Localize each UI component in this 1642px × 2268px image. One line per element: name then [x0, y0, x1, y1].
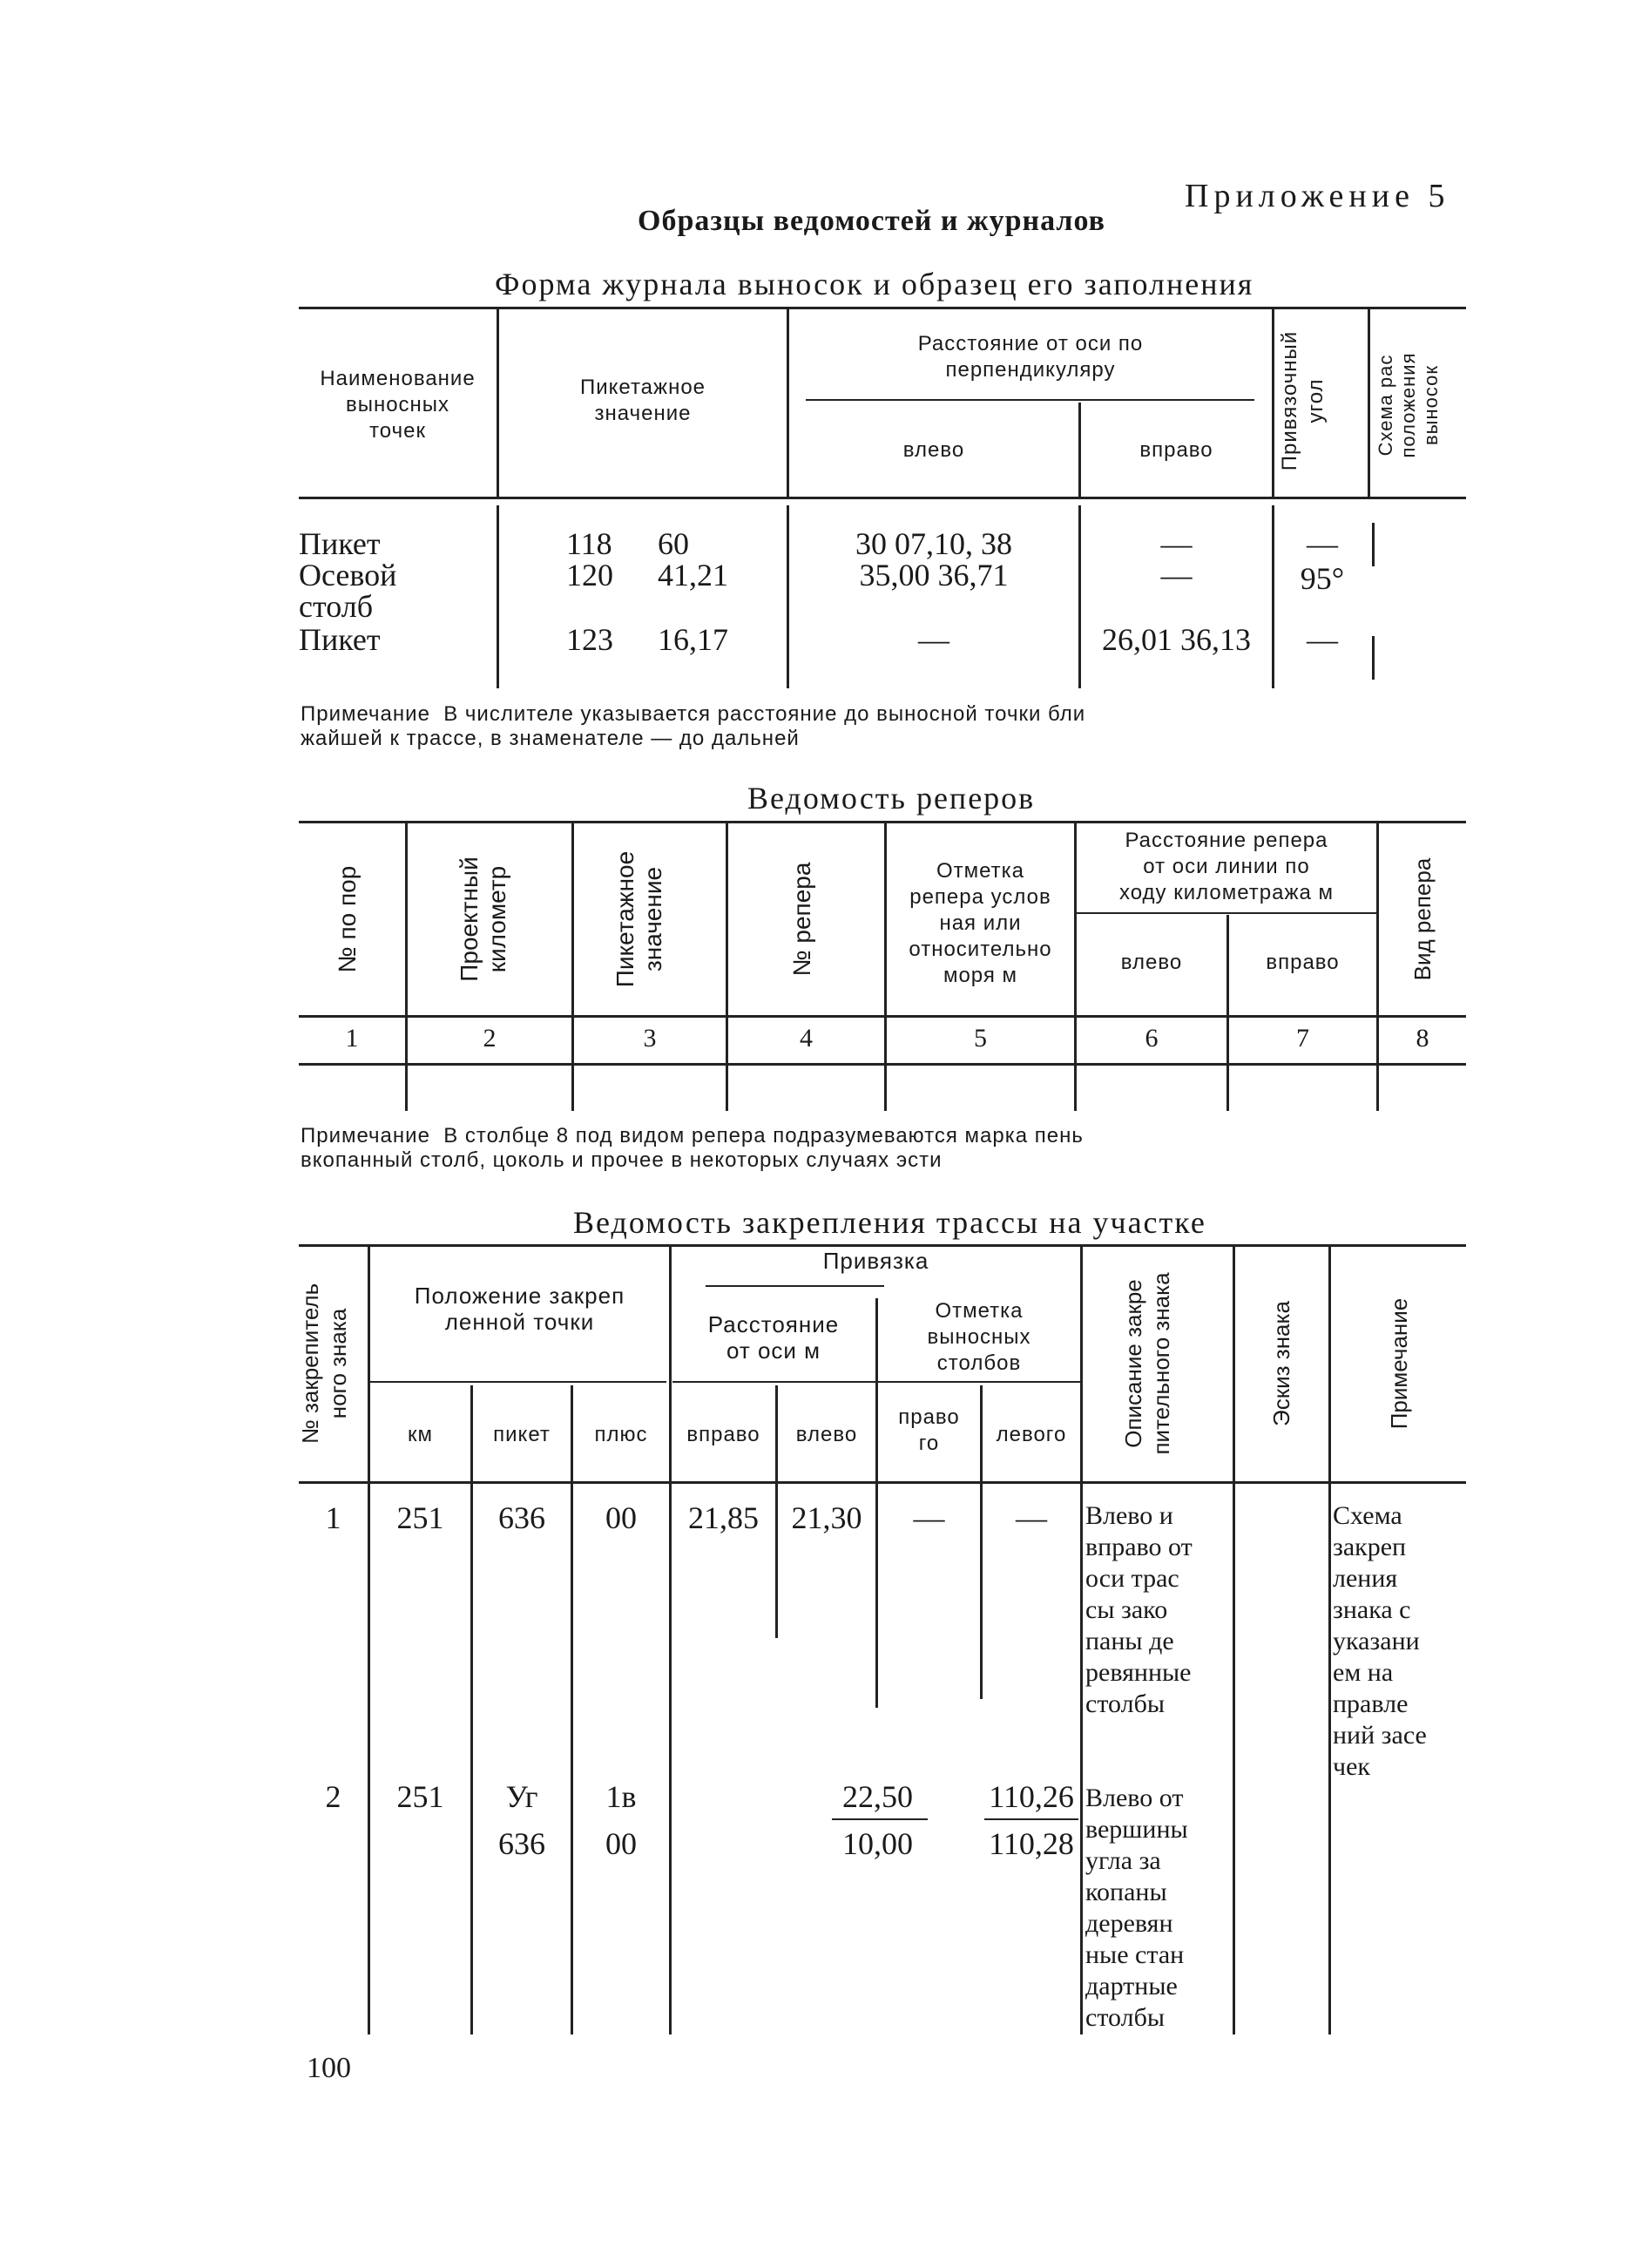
t3-header-dist-right: вправо	[686, 1423, 760, 1446]
t3-header-position: Положение закреп ленной точки	[414, 1283, 625, 1335]
t3-dist-left: 22,50	[842, 1779, 913, 1814]
t1-picket-b: 60	[658, 526, 689, 561]
page-title: Образцы ведомостей и журналов	[638, 205, 1106, 237]
t3-header-km: км	[408, 1423, 433, 1446]
table3-top-rule	[299, 1244, 1466, 1247]
t1-name: столб	[299, 589, 374, 624]
table2-header-rule	[299, 1015, 1466, 1018]
table1-vline	[1368, 309, 1370, 497]
t3-header-mark-left: левого	[996, 1423, 1067, 1446]
t2-header-6a: влево	[1120, 951, 1183, 974]
table2-num-rule	[299, 1063, 1466, 1066]
table1-vline	[497, 505, 499, 688]
t3-header-plus: плюс	[594, 1423, 648, 1446]
t1-header-name: Наименование выносных точек	[320, 367, 476, 443]
table3-bind-rule	[706, 1285, 884, 1287]
t1-right: 26,01 36,13	[1102, 622, 1251, 657]
t3-header-mark: Отметка выносных столбов	[927, 1299, 1031, 1375]
t3-mark-fraction-line	[984, 1818, 1078, 1820]
t1-picket-b: 41,21	[658, 558, 728, 592]
t2-header-8: Вид репера	[1409, 857, 1436, 981]
table3-vline	[571, 1385, 573, 2034]
table2-title: Ведомость реперов	[747, 781, 1036, 816]
table2-vline	[405, 823, 408, 1111]
t1-header-picket: Пикетажное значение	[579, 376, 706, 425]
table1-vline	[1272, 309, 1274, 497]
table1-vline	[1372, 636, 1375, 680]
t1-header-scheme: Схема рас положения выносок	[1375, 352, 1442, 458]
t3-header-note: Примечание	[1386, 1297, 1412, 1430]
t1-right: —	[1160, 558, 1193, 592]
t2-num-8: 8	[1416, 1024, 1429, 1053]
t3-header-distance: Расстояние от оси м	[707, 1311, 840, 1364]
t3-dist-left: 21,30	[791, 1500, 862, 1535]
t2-num-2: 2	[483, 1024, 497, 1053]
table3-pos-rule	[370, 1381, 666, 1383]
t1-angle: 95°	[1300, 561, 1345, 596]
table3-vline	[470, 1385, 473, 2034]
t2-header-3: Пикетажное значение	[612, 850, 666, 988]
t1-header-right: вправо	[1139, 438, 1213, 462]
t3-header-sketch: Эскиз знака	[1268, 1301, 1294, 1426]
t3-header-dist-left: влево	[795, 1423, 858, 1446]
table3-vline	[1080, 1247, 1083, 2034]
t1-left: —	[918, 622, 949, 657]
t2-num-7: 7	[1296, 1024, 1309, 1053]
table2-vline	[1226, 915, 1229, 1111]
table3-title: Ведомость закрепления трассы на участке	[573, 1205, 1206, 1240]
table3-vline	[1328, 1247, 1331, 2034]
t3-note: Схема закреп ления знака с указани ем на правле ний засе чек	[1333, 1501, 1427, 1781]
t1-header-left: влево	[902, 438, 965, 462]
t3-description: Влево и вправо от оси трас сы зако паны де ревянные столбы	[1085, 1501, 1193, 1718]
table3-vline	[669, 1247, 672, 2034]
t3-header-description: Описание закре пительного знака	[1120, 1272, 1174, 1455]
appendix-label: Приложение 5	[1185, 178, 1450, 214]
t2-header-5: Отметка репера услов ная или относительно моря м	[909, 859, 1052, 987]
t3-picket: Уг	[505, 1779, 538, 1814]
t1-left: 35,00 36,71	[859, 558, 1009, 592]
table2-top-rule	[299, 821, 1466, 823]
t1-picket-a: 118	[566, 526, 612, 561]
table2-vline	[571, 823, 574, 1111]
t3-description: Влево от вершины угла за копаны деревян ные стан дартные столбы	[1085, 1784, 1188, 2032]
t3-picket-2: 636	[498, 1826, 545, 1861]
t3-plus-2: 00	[605, 1826, 637, 1861]
t3-km: 251	[396, 1779, 444, 1814]
t3-header-picket: пикет	[493, 1423, 551, 1446]
t1-picket-b: 16,17	[658, 622, 728, 657]
t3-header-binding: Привязка	[822, 1248, 929, 1274]
t1-header-angle: Привязочный угол	[1278, 330, 1328, 471]
table1-note: Примечание В числителе указывается расстояние до выносной точки бли жайшей к трассе, в знаменателе — до дальней	[301, 702, 1086, 750]
table3-header-rule	[299, 1481, 1466, 1484]
t3-km: 251	[396, 1500, 444, 1535]
table2-dist-rule	[1076, 912, 1376, 914]
t1-picket-a: 123	[566, 622, 613, 657]
t3-plus: 00	[605, 1500, 637, 1535]
table1-header-rule	[299, 497, 1466, 499]
table3-vline	[368, 1247, 370, 2034]
t2-num-5: 5	[974, 1024, 987, 1053]
t2-num-3: 3	[643, 1024, 657, 1053]
t3-dist-fraction-line	[832, 1818, 928, 1820]
t3-dist-right: 21,85	[688, 1500, 759, 1535]
table1-title: Форма журнала выносок и образец его заполнения	[495, 267, 1254, 301]
t1-name: Пикет	[299, 526, 381, 561]
t1-angle: —	[1307, 526, 1338, 561]
t3-mark-left: 110,26	[989, 1779, 1074, 1814]
t3-mark-right: —	[913, 1500, 945, 1535]
t1-left: 30 07,10, 38	[855, 526, 1012, 561]
t2-header-1: № по пор	[334, 865, 361, 973]
t3-header-no: № закрепитель ного знака	[297, 1283, 351, 1445]
t3-mark-left-2: 110,28	[989, 1826, 1074, 1861]
t3-mark-left: —	[1016, 1500, 1047, 1535]
table1-dist-rule	[806, 399, 1254, 401]
t2-num-4: 4	[800, 1024, 813, 1053]
t1-picket-a: 120	[566, 558, 613, 592]
t1-header-distance: Расстояние от оси по перпендикуляру	[917, 332, 1144, 382]
t2-header-4: № репера	[788, 862, 815, 977]
table1-vline	[1372, 523, 1375, 566]
t2-num-6: 6	[1145, 1024, 1159, 1053]
table2-vline	[1376, 823, 1379, 1111]
table2-note: Примечание В столбце 8 под видом репера подразумеваются марка пень вкопанный столб, цоколь и прочее в некоторых случаях эсти	[301, 1124, 1084, 1172]
t2-header-6b: вправо	[1266, 951, 1340, 974]
t3-plus: 1в	[605, 1779, 637, 1814]
t3-picket: 636	[498, 1500, 545, 1535]
t3-no: 1	[325, 1500, 341, 1535]
table2-vline	[726, 823, 728, 1111]
t2-num-1: 1	[345, 1024, 359, 1053]
t1-name: Пикет	[299, 622, 381, 657]
t3-dist-left-2: 10,00	[842, 1826, 913, 1861]
table1-top-rule	[299, 307, 1466, 309]
t1-name: Осевой	[299, 558, 397, 592]
page-number: 100	[307, 2052, 351, 2084]
t2-header-6: Расстояние репера от оси линии по ходу километража м	[1118, 829, 1335, 904]
t3-header-mark-right: право го	[898, 1405, 960, 1455]
t1-right: —	[1160, 526, 1193, 561]
table3-vline	[1233, 1247, 1235, 2034]
t1-angle: —	[1307, 622, 1338, 657]
t3-no: 2	[325, 1779, 341, 1814]
t2-header-2: Проектный километр	[456, 856, 510, 982]
